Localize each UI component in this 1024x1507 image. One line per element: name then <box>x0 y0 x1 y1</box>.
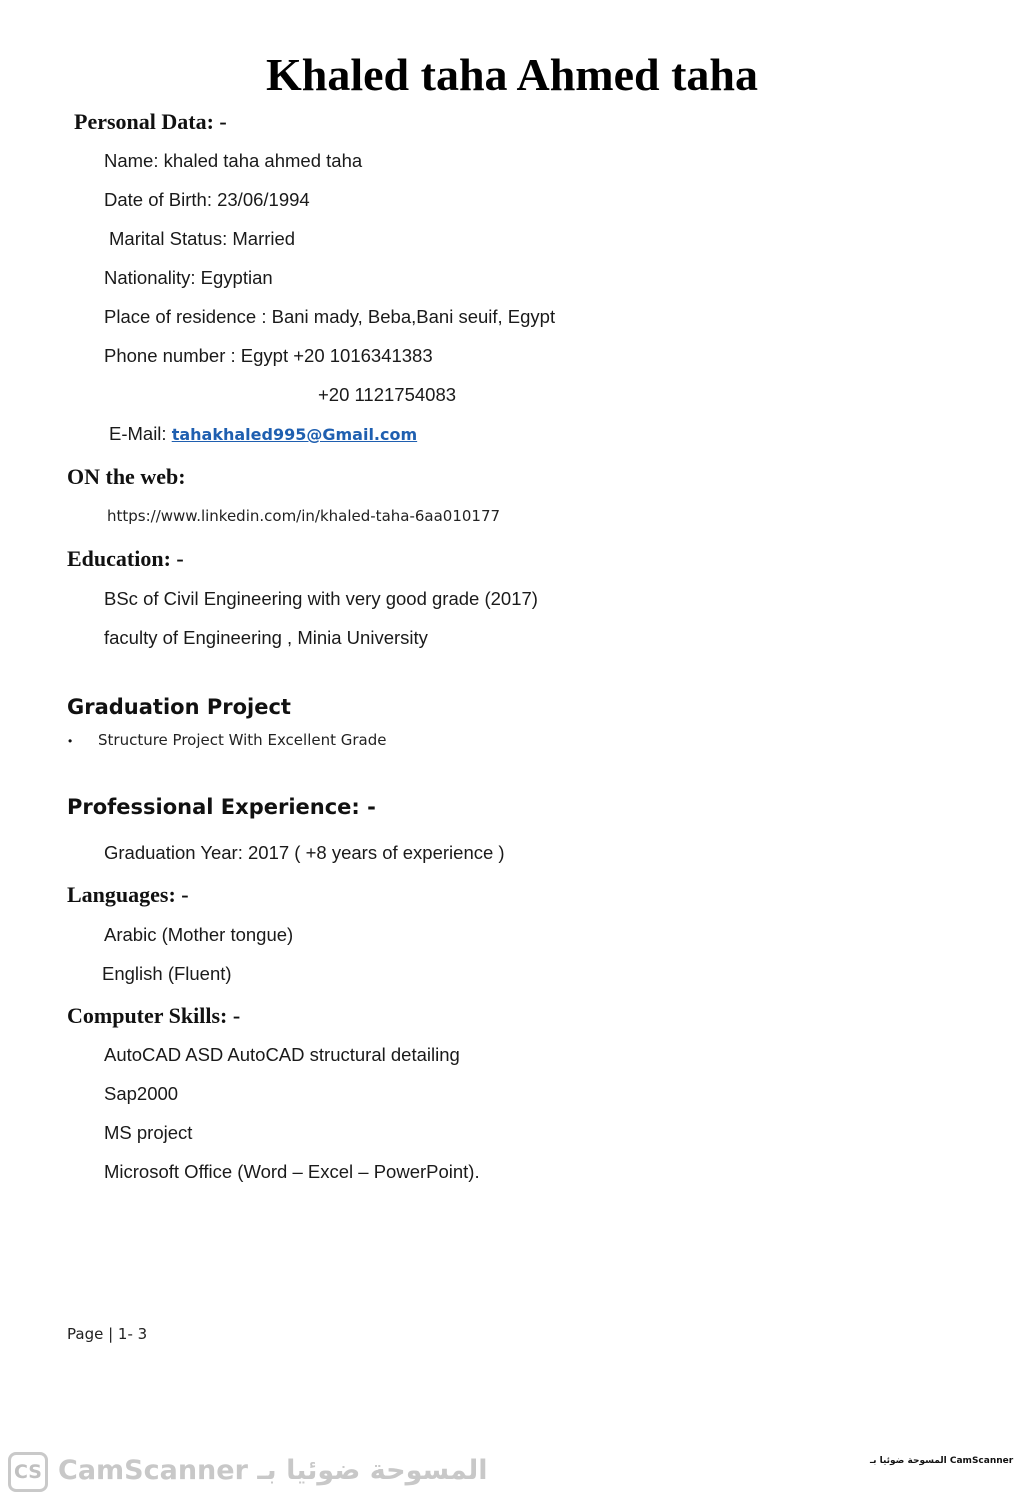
email-row <box>109 423 417 445</box>
languages-heading: Languages: - <box>67 882 189 907</box>
personal-residence: Place of residence : Bani mady, Beba,Bani seuif, Egypt <box>104 306 556 327</box>
education-degree: BSc of Civil Engineering with very good grade (2017) <box>104 588 538 609</box>
language-arabic: Arabic (Mother tongue) <box>104 924 294 945</box>
skills-heading: Computer Skills: - <box>67 1003 241 1028</box>
personal-phone-secondary: +20 1121754083 <box>318 384 457 405</box>
camscanner-small-watermark: المسوحة ضوئيا بـ CamScanner <box>870 1456 1014 1466</box>
experience-heading: Professional Experience: - <box>67 795 376 819</box>
personal-nationality: Nationality: Egyptian <box>104 267 273 288</box>
graduation-project-heading: Graduation Project <box>67 695 291 719</box>
skill-autocad: AutoCAD ASD AutoCAD structural detailing <box>104 1044 460 1065</box>
camscanner-logo-icon: CS <box>8 1452 48 1492</box>
bullet-icon: • <box>68 734 73 748</box>
personal-name: Name: khaled taha ahmed taha <box>104 150 363 171</box>
skill-ms-office: Microsoft Office (Word – Excel – PowerPoint). <box>104 1161 480 1182</box>
email-label: E-Mail: <box>109 423 167 444</box>
personal-data-heading: Personal Data: - <box>74 109 227 134</box>
page-number: Page | 1- 3 <box>67 1325 148 1343</box>
camscanner-watermark-text: CamScanner المسوحة ضوئيا بـ <box>58 1455 488 1486</box>
personal-marital-status: Marital Status: Married <box>109 228 296 249</box>
education-faculty: faculty of Engineering , Minia University <box>104 627 428 648</box>
language-english: English (Fluent) <box>102 963 232 984</box>
skill-ms-project: MS project <box>104 1122 193 1143</box>
skill-sap2000: Sap2000 <box>104 1083 179 1104</box>
personal-phone: Phone number : Egypt +20 1016341383 <box>104 345 433 366</box>
document-title: Khaled taha Ahmed taha <box>265 49 759 100</box>
email-link[interactable]: tahakhaled995@Gmail.com <box>171 425 418 444</box>
web-heading: ON the web: <box>67 464 186 489</box>
linkedin-url[interactable]: https://www.linkedin.com/in/khaled-taha-6aa010177 <box>107 507 501 525</box>
education-heading: Education: - <box>67 546 184 571</box>
personal-dob: Date of Birth: 23/06/1994 <box>104 189 310 210</box>
graduation-project-item: Structure Project With Excellent Grade <box>98 731 387 749</box>
experience-line: Graduation Year: 2017 ( +8 years of experience ) <box>104 842 505 863</box>
